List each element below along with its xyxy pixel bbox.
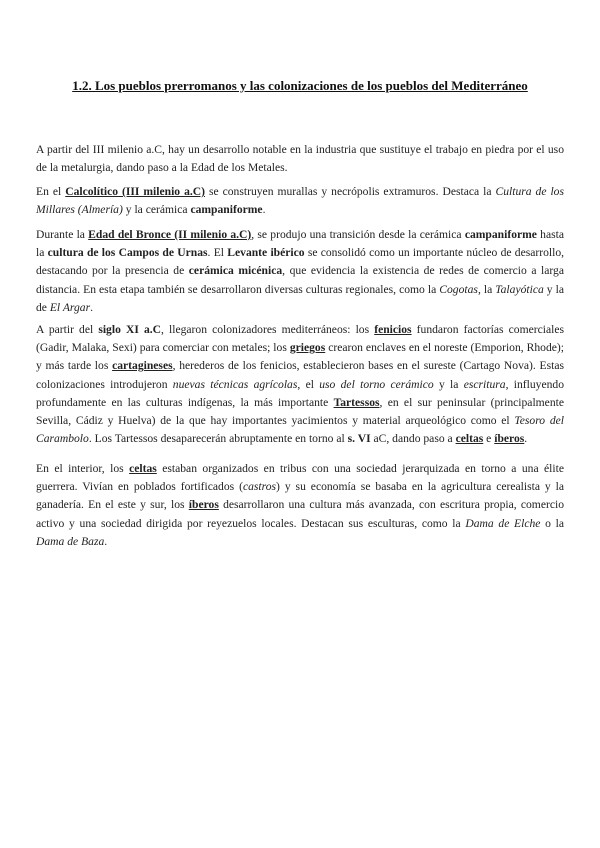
term-cogotas: Cogotas — [439, 282, 478, 296]
term-dama-baza: Dama de Baza — [36, 534, 105, 548]
term-cartagineses: cartagineses — [112, 359, 173, 373]
paragraph-bronce — [36, 226, 564, 317]
term-iberos: íberos — [494, 432, 525, 446]
paragraph-celtas-iberos — [36, 460, 564, 551]
term-campaniforme: campaniforme — [190, 203, 263, 217]
term-tecnicas: nuevas técnicas agrícolas — [172, 377, 298, 391]
paragraph-text: , en el sur peninsular (principalmente Sevilla, Cádiz y Huelva) de la que hay importantes yacimientos y material arqueológico como el — [36, 395, 564, 428]
paragraph-text: desarrollaron una cultura más avanzada, con escritura propia, comercio activo y una sociedad dirigida por reyezuelos locales. Destacan sus esculturas, como la — [36, 498, 564, 530]
paragraph-text: y la cerámica — [122, 203, 191, 217]
paragraph-text: crearon enclaves en el noreste (Emporion, Rhode); y más tarde los — [36, 341, 564, 373]
term-escritura: escritura — [463, 377, 506, 391]
paragraph-text: . — [262, 203, 266, 217]
term-levante: Levante ibérico — [227, 246, 305, 260]
section-title: 1.2. Los pueblos prerromanos y las colonizaciones de los pueblos del Mediterráneo — [72, 78, 528, 93]
paragraph-text: estaban organizados en tribus con una sociedad jerarquizada en torno a una élite guerrera. Vivían en poblados fortificados ( — [36, 462, 564, 494]
paragraph-text: En el interior, los — [36, 462, 130, 475]
term-griegos: griegos — [289, 341, 326, 355]
paragraph-text: y la de — [36, 282, 564, 314]
paragraph-text: , que evidencia la existencia de redes de comercio a larga distancia. En esta etapa también se desarrollaron diversas culturas regionales, como la — [36, 264, 564, 296]
term-fenicios: fenicios — [374, 323, 412, 336]
paragraph-text: ) y su economía se basaba en la agricultura cerealista y la ganadería. En el este y sur, los — [36, 480, 564, 512]
paragraph-text: , llegaron colonizadores mediterráneos: los — [161, 323, 375, 336]
term-bronce: Edad del Bronce (II milenio a.C) — [88, 228, 252, 241]
paragraph-text: , herederos de los fenicios, establecieron bases en el sureste (Cartago Nova). Estas colonizaciones introdujeron — [36, 359, 564, 391]
paragraph-text: y la — [433, 377, 464, 391]
term-talayotica: Talayótica — [495, 282, 544, 296]
paragraph-text: En el — [36, 185, 66, 198]
term-argar: El Argar — [49, 300, 91, 314]
term-torno: uso del torno cerámico — [319, 377, 434, 391]
paragraph-text: , el — [297, 377, 320, 391]
paragraph-text: , se produjo una transición desde la cerámica — [251, 228, 465, 241]
paragraph-text: . El — [207, 246, 228, 260]
paragraph-text: . — [524, 432, 528, 446]
term-celtas: celtas — [455, 432, 484, 446]
paragraph-text: hasta la — [36, 228, 564, 260]
term-millares: Cultura de los Millares (Almería) — [36, 185, 564, 217]
paragraph-text: . — [90, 300, 94, 314]
paragraph-text: . Los Tartessos desaparecerán abruptamente en torno al — [88, 432, 348, 446]
term-siglo-xi: siglo XI a.C — [98, 323, 162, 336]
paragraph-text: aC, dando paso a — [370, 432, 456, 446]
term-campaniforme: campaniforme — [464, 228, 537, 241]
paragraph-text: fundaron factorías comerciales (Gadir, Malaka, Sexi) para comerciar con metales; los — [36, 323, 564, 355]
paragraph-text: e — [483, 432, 495, 446]
paragraph-calcolitico — [36, 183, 564, 219]
term-tartessos: Tartessos — [333, 395, 380, 409]
paragraph-text: Durante la — [36, 228, 89, 241]
paragraph-text: . — [104, 534, 108, 548]
term-campos-urnas: cultura de los Campos de Urnas — [47, 246, 208, 260]
paragraph-text: A partir del — [36, 323, 99, 336]
paragraph-text: , la — [477, 282, 496, 296]
paragraph-text: se construyen murallas y necrópolis extramuros. Destaca la — [205, 185, 496, 198]
paragraph-text: , influyendo profundamente en las culturas indígenas, la más importante — [36, 377, 565, 409]
term-tesoro: Tesoro del Carambolo — [36, 414, 564, 446]
term-celtas: celtas — [129, 462, 157, 475]
term-iberos: íberos — [188, 498, 219, 512]
term-calcolitico: Calcolítico (III milenio a.C) — [65, 185, 205, 198]
paragraph-metales — [36, 141, 564, 177]
term-dama-elche: Dama de Elche — [465, 516, 541, 530]
term-s-vi: s. VI — [347, 432, 371, 446]
paragraph-colonizaciones — [36, 321, 564, 448]
paragraph-text: se consolidó como un importante núcleo de desarrollo, destacando por la presencia de — [36, 246, 565, 278]
paragraph-text: A partir del III milenio a.C, hay un desarrollo notable en la industria que sustituye el trabajo en piedra por el uso de la metalurgia, dando paso a la Edad de los Metales. — [36, 143, 564, 175]
term-micenica: cerámica micénica — [188, 264, 283, 278]
term-castros: castros — [242, 480, 277, 494]
paragraph-text: o la — [540, 516, 564, 530]
